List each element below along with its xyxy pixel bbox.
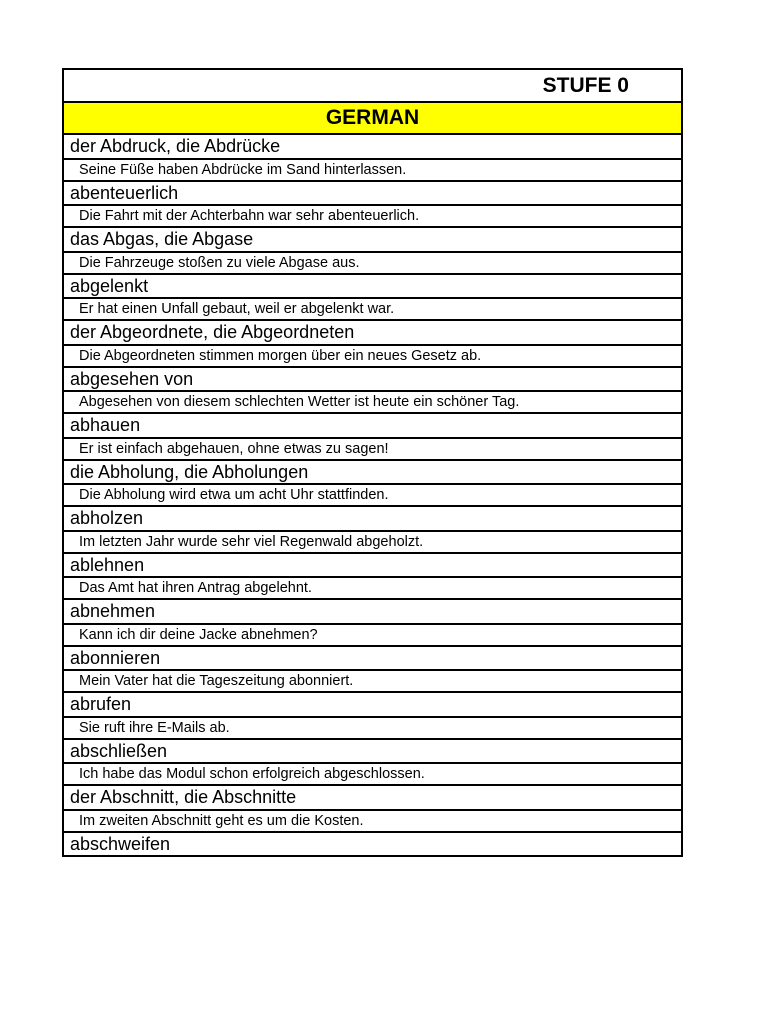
vocabulary-word: abgelenkt xyxy=(64,275,681,300)
vocabulary-entry xyxy=(64,693,681,740)
example-sentence: Ich habe das Modul schon erfolgreich abgeschlossen. xyxy=(64,764,681,786)
vocabulary-word: abhauen xyxy=(64,414,681,439)
example-sentence: Er hat einen Unfall gebaut, weil er abgelenkt war. xyxy=(64,299,681,321)
vocabulary-word: abholzen xyxy=(64,507,681,532)
language-header: GERMAN xyxy=(64,103,681,135)
level-header-row xyxy=(64,70,681,103)
example-sentence: Sie ruft ihre E-Mails ab. xyxy=(64,718,681,740)
vocabulary-sheet xyxy=(62,68,683,857)
vocabulary-entry xyxy=(64,414,681,461)
example-sentence: Die Abgeordneten stimmen morgen über ein neues Gesetz ab. xyxy=(64,346,681,368)
vocabulary-word: der Abdruck, die Abdrücke xyxy=(64,135,681,160)
vocabulary-entry xyxy=(64,275,681,322)
vocabulary-entry xyxy=(64,135,681,182)
vocabulary-entry xyxy=(64,321,681,368)
vocabulary-word: der Abschnitt, die Abschnitte xyxy=(64,786,681,811)
level-label: STUFE 0 xyxy=(542,74,629,97)
vocabulary-list xyxy=(64,135,681,855)
vocabulary-entry xyxy=(64,740,681,787)
vocabulary-word: abnehmen xyxy=(64,600,681,625)
vocabulary-entry xyxy=(64,182,681,229)
vocabulary-entry xyxy=(64,368,681,415)
example-sentence: Im letzten Jahr wurde sehr viel Regenwald abgeholzt. xyxy=(64,532,681,554)
vocabulary-word: abschweifen xyxy=(70,833,171,854)
example-sentence: Er ist einfach abgehauen, ohne etwas zu sagen! xyxy=(64,439,681,461)
example-sentence: Das Amt hat ihren Antrag abgelehnt. xyxy=(64,578,681,600)
example-sentence: Im zweiten Abschnitt geht es um die Kosten. xyxy=(64,811,681,833)
vocabulary-word: ablehnen xyxy=(64,554,681,579)
vocabulary-word: der Abgeordnete, die Abgeordneten xyxy=(64,321,681,346)
vocabulary-entry xyxy=(64,786,681,833)
vocabulary-word: die Abholung, die Abholungen xyxy=(64,461,681,486)
vocabulary-word: abgesehen von xyxy=(64,368,681,393)
example-sentence: Die Abholung wird etwa um acht Uhr stattfinden. xyxy=(64,485,681,507)
vocabulary-entry xyxy=(64,507,681,554)
vocabulary-entry xyxy=(64,833,681,856)
vocabulary-word: abrufen xyxy=(64,693,681,718)
vocabulary-entry xyxy=(64,600,681,647)
example-sentence: Die Fahrt mit der Achterbahn war sehr abenteuerlich. xyxy=(64,206,681,228)
example-sentence: Seine Füße haben Abdrücke im Sand hinterlassen. xyxy=(64,160,681,182)
example-sentence: Abgesehen von diesem schlechten Wetter ist heute ein schöner Tag. xyxy=(64,392,681,414)
vocabulary-entry xyxy=(64,647,681,694)
vocabulary-word: abenteuerlich xyxy=(64,182,681,207)
example-sentence: Mein Vater hat die Tageszeitung abonniert. xyxy=(64,671,681,693)
vocabulary-entry xyxy=(64,554,681,601)
vocabulary-entry xyxy=(64,461,681,508)
vocabulary-word: abonnieren xyxy=(64,647,681,672)
example-sentence: Die Fahrzeuge stoßen zu viele Abgase aus. xyxy=(64,253,681,275)
example-sentence: Kann ich dir deine Jacke abnehmen? xyxy=(64,625,681,647)
vocabulary-entry xyxy=(64,228,681,275)
vocabulary-word: das Abgas, die Abgase xyxy=(64,228,681,253)
vocabulary-word: abschließen xyxy=(64,740,681,765)
